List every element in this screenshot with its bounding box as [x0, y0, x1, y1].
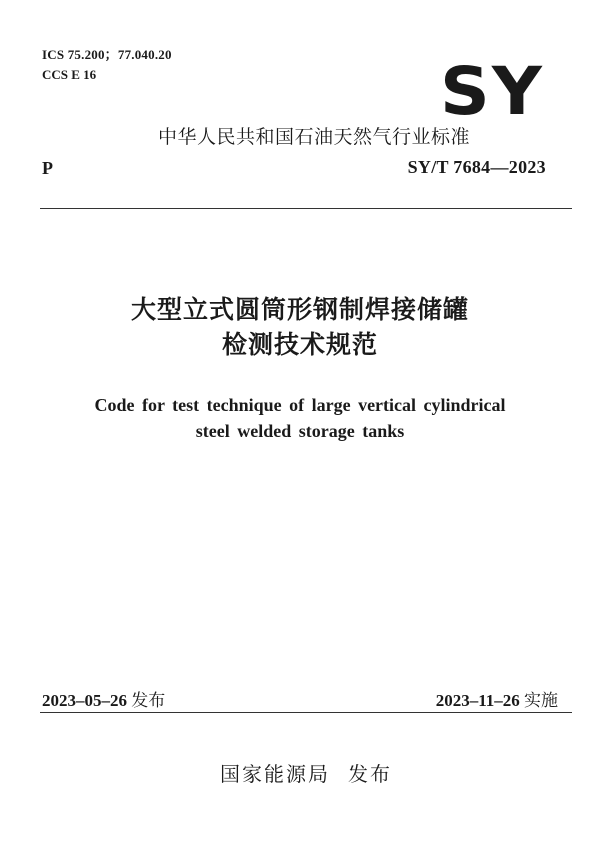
standard-category: P [42, 158, 53, 178]
sy-logo-text: SY [440, 60, 544, 120]
issue-date-block [42, 686, 165, 711]
issue-label: 发布 [131, 691, 166, 711]
sy-logo [438, 60, 546, 120]
ics-code: ICS 75.200；77.040.20 [42, 47, 172, 62]
issuer-line [0, 758, 600, 787]
effective-date: 2023–11–26 [435, 691, 520, 710]
title-en-line2: steel welded storage tanks [195, 421, 405, 441]
issuer-action: 发布 [348, 762, 392, 786]
ccs-code: CCS E 16 [42, 67, 97, 82]
industry-standard-label: 中华人民共和国石油天然气行业标准 [157, 126, 470, 148]
title-en-line1: Code for test technique of large vertical cylindrical [94, 395, 506, 415]
bottom-divider [40, 712, 572, 713]
issuer-name: 国家能源局 [220, 762, 330, 786]
effective-date-block [436, 686, 558, 711]
effective-label: 实施 [524, 691, 558, 711]
top-divider [40, 208, 572, 209]
title-cn-line2: 检测技术规范 [221, 330, 378, 359]
standard-number: SY/T 7684—2023 [407, 157, 546, 177]
title-cn-line1: 大型立式圆筒形钢制焊接储罐 [130, 295, 469, 324]
issue-date: 2023–05–26 [42, 691, 127, 710]
